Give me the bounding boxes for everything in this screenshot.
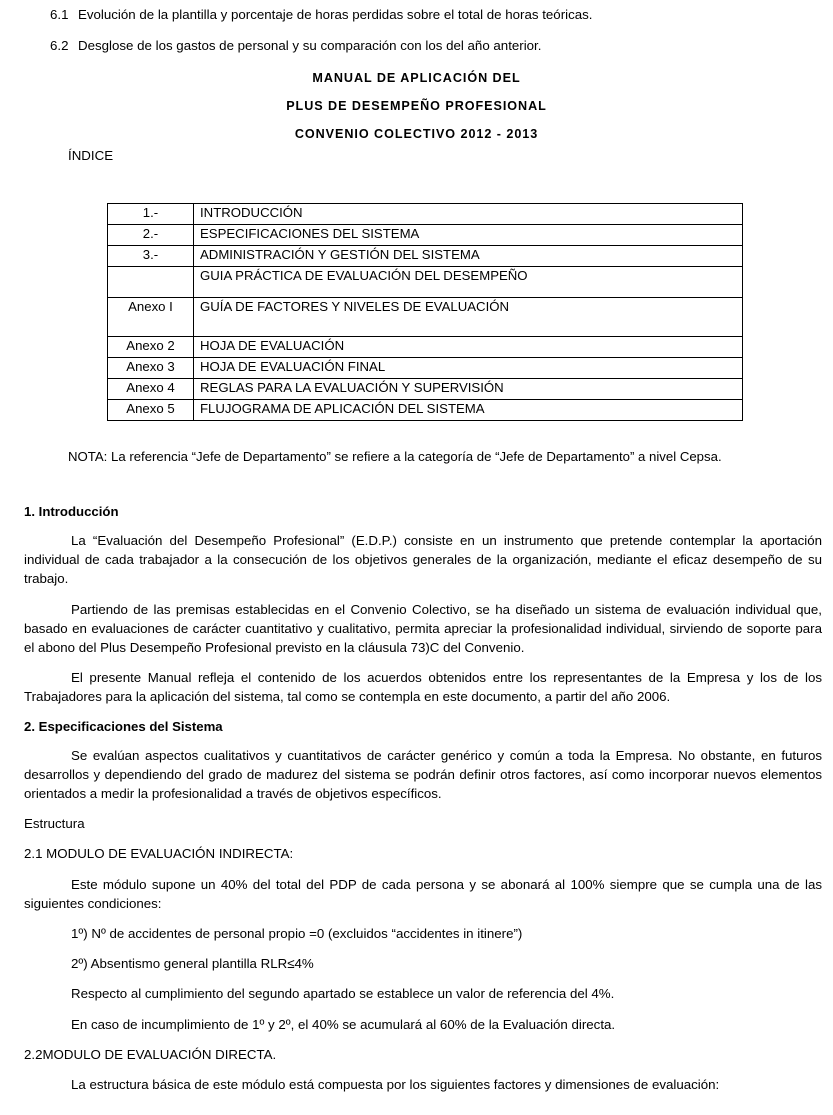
subsection-2-2-heading: 2.2MODULO DE EVALUACIÓN DIRECTA. <box>24 1046 277 1062</box>
table-cell-title: INTRODUCCIÓN <box>194 204 743 225</box>
table-cell-ref: Anexo I <box>108 298 194 337</box>
table-row <box>108 298 743 337</box>
subsection-2-1-heading: 2.1 MODULO DE EVALUACIÓN INDIRECTA: <box>24 846 294 862</box>
table-cell-title: HOJA DE EVALUACIÓN FINAL <box>194 358 743 379</box>
section-1-paragraph-1: La “Evaluación del Desempeño Profesional” (E.D.P.) consiste en un instrumento que pretende contemplar la aportación individual de cada trabajador a la consecución de los objetivos generales de la organización, mediante el eficaz desempeño de su trabajo. <box>24 533 822 587</box>
condition-item-2: 2º) Absentismo general plantilla RLR≤4% <box>71 956 314 972</box>
table-cell-ref: Anexo 3 <box>108 358 194 379</box>
table-cell-ref: Anexo 2 <box>108 337 194 358</box>
table-cell-title: ADMINISTRACIÓN Y GESTIÓN DEL SISTEMA <box>194 246 743 267</box>
table-row <box>108 225 743 246</box>
subsection-2-1-note-2: En caso de incumplimiento de 1º y 2º, el 40% se acumulará al 60% de la Evaluación directa. <box>71 1016 616 1032</box>
list-item <box>50 37 822 54</box>
index-table <box>107 203 743 421</box>
list-item <box>50 6 822 23</box>
section-1-paragraph-2: Partiendo de las premisas establecidas en el Convenio Colectivo, se ha diseñado un sistema de evaluación individual que, basado en evaluaciones de carácter cuantitativo y cualitativo, permita apreciar la profesionalidad individual, sirviendo de soporte para el abono del Plus Desempeño Profesional previsto en la cláusula 73)C del Convenio. <box>24 601 822 656</box>
condition-item-1: 1º) Nº de accidentes de personal propio =0 (excluidos “accidentes in itinere”) <box>71 926 523 942</box>
table-cell-title: FLUJOGRAMA DE APLICACIÓN DEL SISTEMA <box>194 400 743 421</box>
list-item-number: 6.2 <box>50 38 69 53</box>
table-row <box>108 267 743 298</box>
section-2-heading: 2. Especificaciones del Sistema <box>24 718 223 734</box>
table-row <box>108 246 743 267</box>
list-item-text: Desglose de los gastos de personal y su comparación con los del año anterior. <box>78 38 542 53</box>
table-cell-ref: 1.- <box>108 204 194 225</box>
table-cell-title: HOJA DE EVALUACIÓN <box>194 337 743 358</box>
table-cell-title: GUÍA DE FACTORES Y NIVELES DE EVALUACIÓN <box>194 298 743 337</box>
subsection-2-1-note-1: Respecto al cumplimiento del segundo apartado se establece un valor de referencia del 4%. <box>71 986 615 1002</box>
document-title-line-2: PLUS DE DESEMPEÑO PROFESIONAL <box>286 99 547 113</box>
table-cell-title: ESPECIFICACIONES DEL SISTEMA <box>194 225 743 246</box>
document-title-line-1: MANUAL DE APLICACIÓN DEL <box>312 71 521 85</box>
table-cell-ref <box>108 267 194 298</box>
document-title-line-3: CONVENIO COLECTIVO 2012 - 2013 <box>294 127 539 141</box>
table-row <box>108 400 743 421</box>
table-row <box>108 379 743 400</box>
section-2-intro-paragraph: Se evalúan aspectos cualitativos y cuantitativos de carácter genérico y común a toda la Empresa. No obstante, en futuros desarrollos y dependiendo del grado de madurez del sistema se podrán definir otros factores, así como incorporar nuevos elementos orientados a medir la profesionalidad a través de objetivos específicos. <box>24 747 822 802</box>
top-numbered-list <box>50 6 822 68</box>
document-title-block <box>0 64 833 148</box>
table-cell-ref: Anexo 4 <box>108 379 194 400</box>
nota-text: NOTA: La referencia “Jefe de Departamento” se refiere a la categoría de “Jefe de Departamento” a nivel Cepsa. <box>68 449 722 464</box>
section-1-paragraph-3: El presente Manual refleja el contenido de los acuerdos obtenidos entre los representantes de la Empresa y los de los Trabajadores para la aplicación del sistema, tal como se contempla en este documento, a partir del año 2006. <box>24 670 822 705</box>
table-row <box>108 337 743 358</box>
table-cell-title: GUIA PRÁCTICA DE EVALUACIÓN DEL DESEMPEÑO <box>194 267 743 298</box>
table-cell-ref: 3.- <box>108 246 194 267</box>
table-row <box>108 358 743 379</box>
subsection-2-1-paragraph: Este módulo supone un 40% del total del PDP de cada persona y se abonará al 100% siempre que se cumpla una de las siguientes condiciones: <box>24 876 822 911</box>
subsection-2-2-paragraph: La estructura básica de este módulo está compuesta por los siguientes factores y dimensiones de evaluación: <box>71 1077 720 1093</box>
table-cell-title: REGLAS PARA LA EVALUACIÓN Y SUPERVISIÓN <box>194 379 743 400</box>
table-cell-ref: 2.- <box>108 225 194 246</box>
table-cell-ref: Anexo 5 <box>108 400 194 421</box>
index-label: ÍNDICE <box>68 148 114 163</box>
list-item-text: Evolución de la plantilla y porcentaje de horas perdidas sobre el total de horas teóricas. <box>78 7 593 22</box>
table-row <box>108 204 743 225</box>
document-body <box>24 503 822 1105</box>
section-1-heading: 1. Introducción <box>24 504 119 519</box>
estructura-label: Estructura <box>24 816 85 832</box>
list-item-number: 6.1 <box>50 7 69 22</box>
